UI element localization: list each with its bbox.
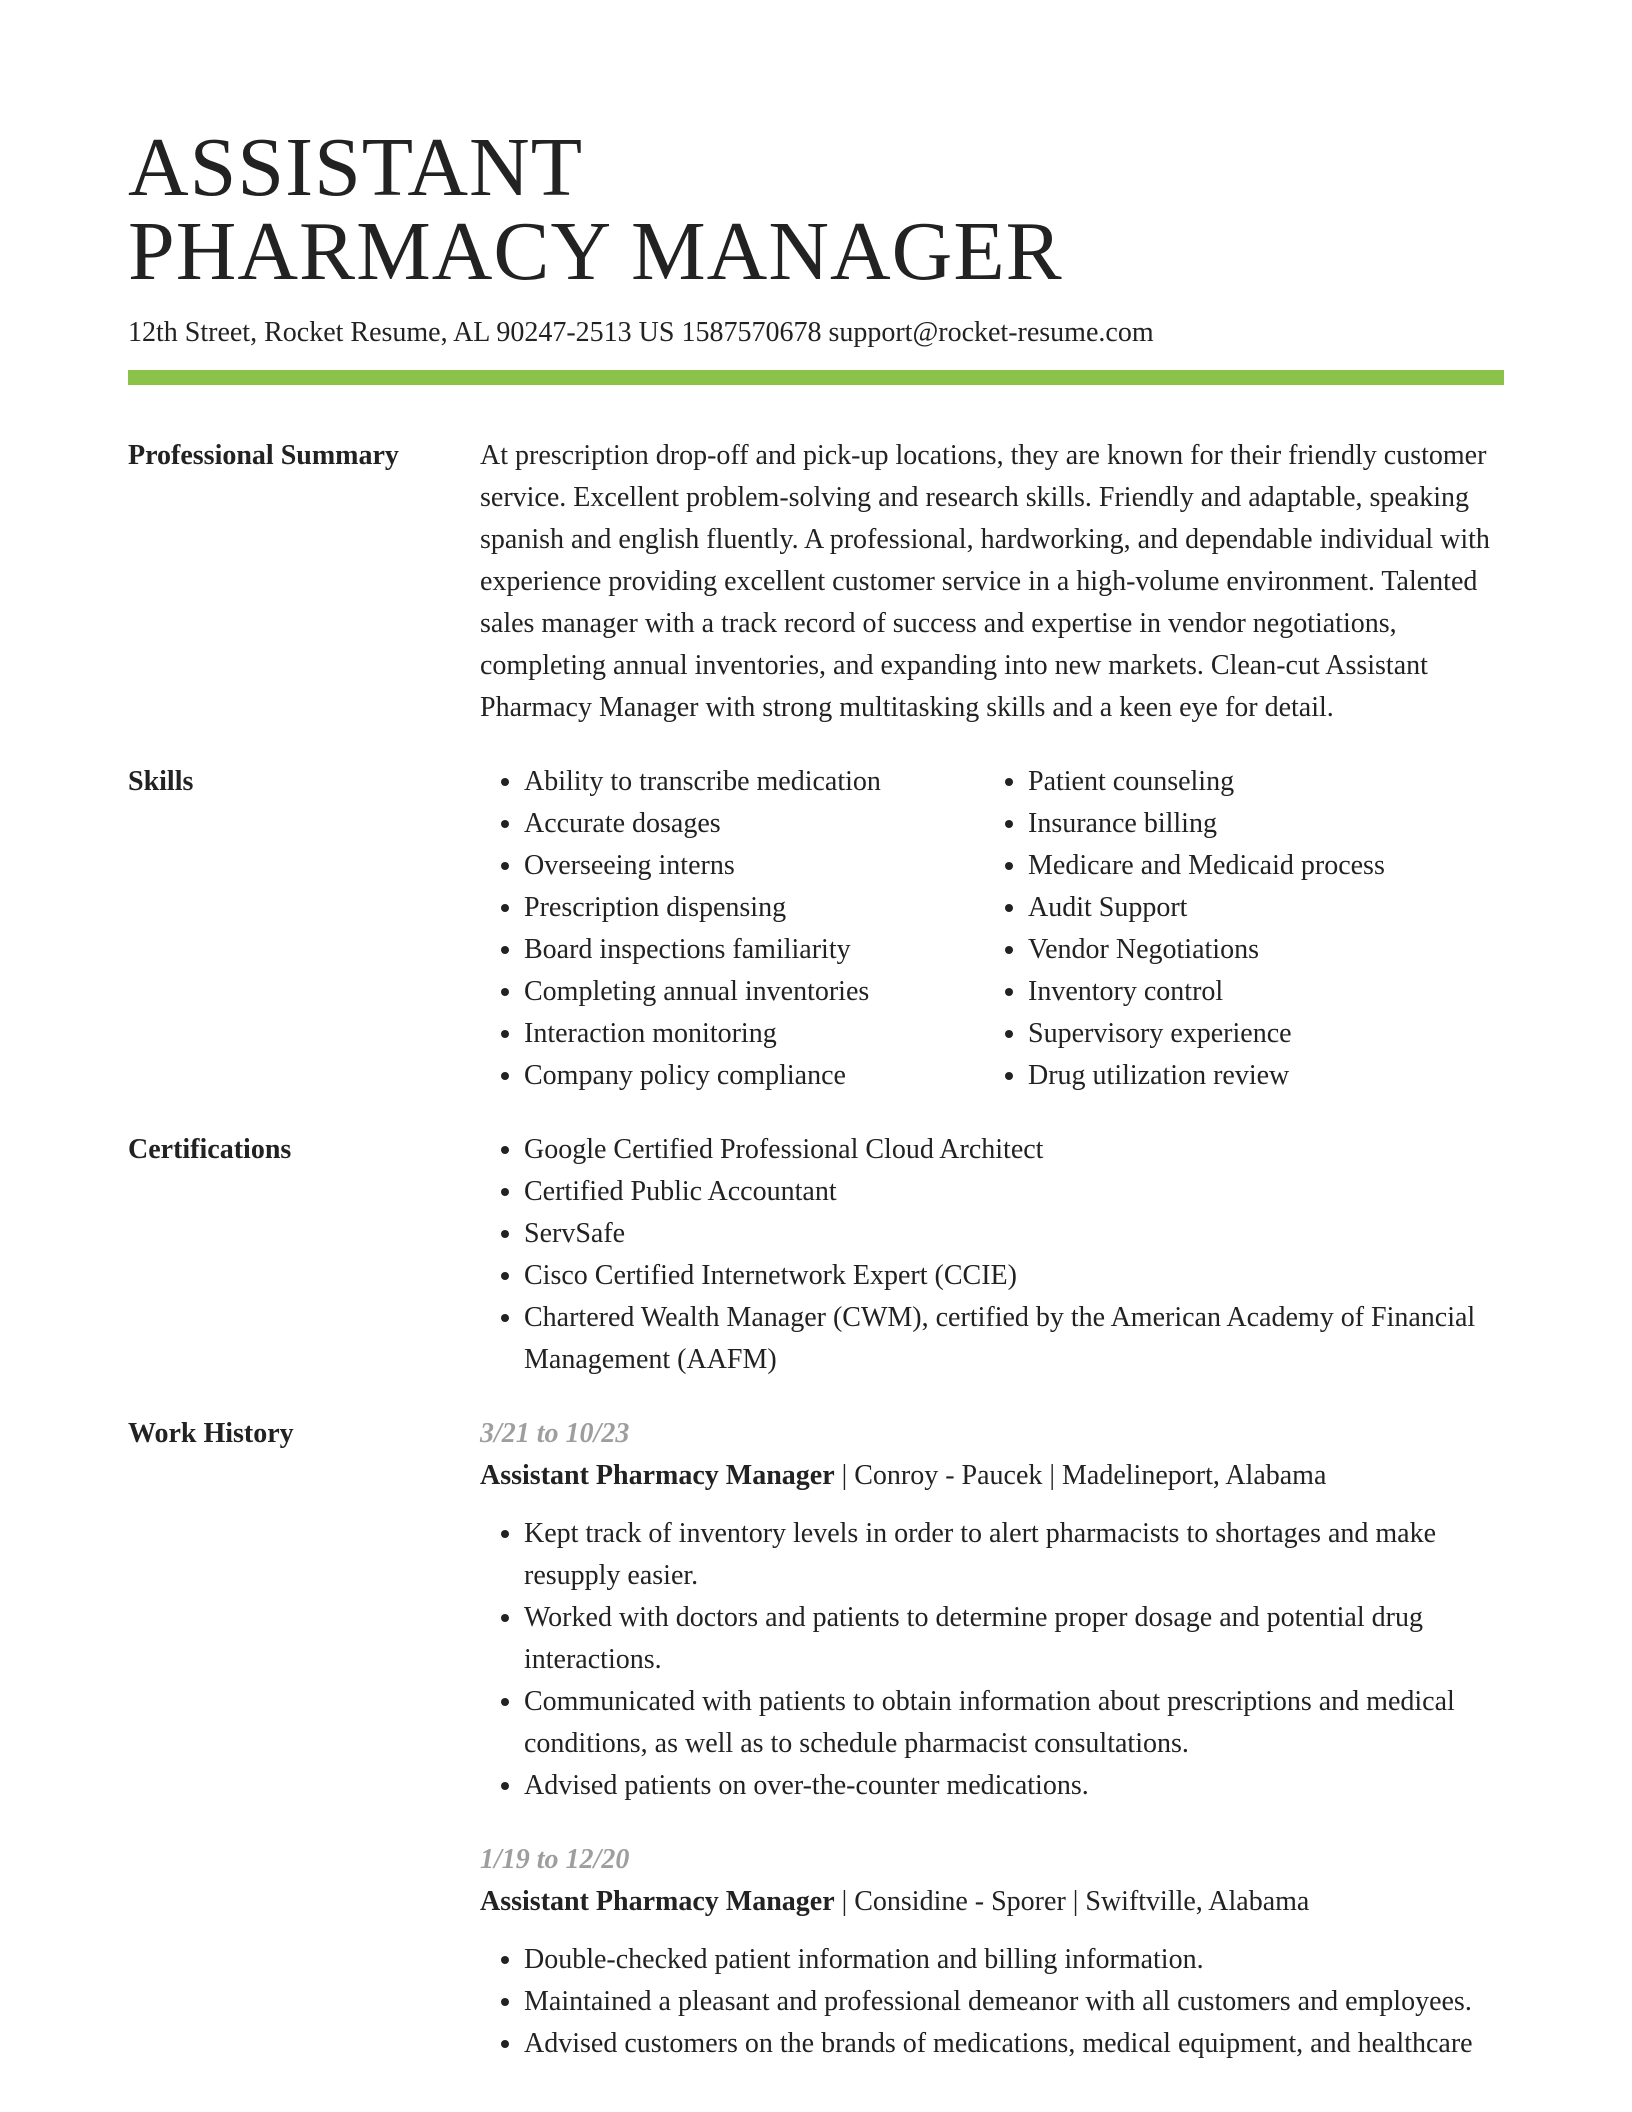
job-bullet: • Kept track of inventory levels in order to alert pharmacists to shortages and make resupply easier. (524, 1513, 1504, 1597)
job-heading (480, 1455, 1504, 1497)
skill-item: • Completing annual inventories (524, 971, 984, 1013)
title-line-2: PHARMACY MANAGER (128, 205, 1063, 298)
skill-item: • Overseeing interns (524, 845, 984, 887)
title-line-1: ASSISTANT (128, 121, 584, 214)
job-bullet: • Advised patients on over-the-counter medications. (524, 1765, 1504, 1807)
skill-item: • Drug utilization review (1028, 1055, 1504, 1097)
contact-info: 12th Street, Rocket Resume, AL 90247-2513 US 1587570678 support@rocket-resume.com (128, 317, 1154, 348)
job-bullet: • Advised customers on the brands of medications, medical equipment, and healthcare (524, 2023, 1504, 2065)
job-title: Assistant Pharmacy Manager (480, 1886, 835, 1917)
job-bullet: • Worked with doctors and patients to determine proper dosage and potential drug interactions. (524, 1597, 1504, 1681)
skill-item: • Medicare and Medicaid process (1028, 845, 1504, 887)
job-dates: 3/21 to 10/23 (480, 1418, 630, 1449)
section-certifications (128, 1129, 1504, 1381)
job-bullet: • Communicated with patients to obtain information about prescriptions and medical conditions, as well as to schedule pharmacist consultations. (524, 1681, 1504, 1765)
section-skills (128, 761, 1504, 1097)
work-history-body (480, 1413, 1504, 2065)
skill-item: • Audit Support (1028, 887, 1504, 929)
job-details: | Considine - Sporer | Swiftville, Alabama (834, 1886, 1310, 1917)
skill-item: • Vendor Negotiations (1028, 929, 1504, 971)
job-bullets (480, 1513, 1504, 1807)
summary-text: At prescription drop-off and pick-up locations, they are known for their friendly customer service. Excellent problem-solving and research skills. Friendly and adaptable, speaking spanish and english fluently. A professional, hardworking, and dependable individual with experience providing excellent customer service in a high-volume environment. Talented sales manager with a track record of success and expertise in vendor negotiations, completing annual inventories, and expanding into new markets. Clean-cut Assistant Pharmacy Manager with strong multitasking skills and a keen eye for detail. (480, 440, 1490, 723)
certification-item: • Cisco Certified Internetwork Expert (CCIE) (524, 1255, 1504, 1297)
skills-list-left (480, 761, 984, 1097)
certification-item: • Google Certified Professional Cloud Architect (524, 1129, 1504, 1171)
skill-item: • Company policy compliance (524, 1055, 984, 1097)
job-entry (480, 1413, 1504, 1807)
job-title: Assistant Pharmacy Manager (480, 1460, 835, 1491)
section-label: Work History (128, 1418, 294, 1449)
job-bullets (480, 1939, 1504, 2065)
certifications-body (480, 1129, 1504, 1381)
skill-item: • Inventory control (1028, 971, 1504, 1013)
skill-item: • Ability to transcribe medication (524, 761, 984, 803)
job-bullet: • Maintained a pleasant and professional demeanor with all customers and employees. (524, 1981, 1504, 2023)
skill-item: • Supervisory experience (1028, 1013, 1504, 1055)
skills-columns (480, 761, 1504, 1097)
section-professional-summary (128, 435, 1504, 729)
section-label: Skills (128, 766, 194, 797)
skills-list-right (984, 761, 1504, 1097)
job-details: | Conroy - Paucek | Madelineport, Alabama (834, 1460, 1327, 1491)
certification-item: • Chartered Wealth Manager (CWM), certified by the American Academy of Financial Management (AAFM) (524, 1297, 1504, 1381)
resume-page (128, 0, 1504, 2065)
skill-item: • Insurance billing (1028, 803, 1504, 845)
resume-title (128, 0, 1504, 298)
section-label: Certifications (128, 1134, 292, 1165)
job-dates: 1/19 to 12/20 (480, 1844, 630, 1875)
skill-item: • Prescription dispensing (524, 887, 984, 929)
section-label: Professional Summary (128, 440, 399, 471)
job-entry (480, 1839, 1504, 2065)
certification-item: • Certified Public Accountant (524, 1171, 1504, 1213)
skill-item: • Accurate dosages (524, 803, 984, 845)
section-work-history (128, 1413, 1504, 2065)
skill-item: • Interaction monitoring (524, 1013, 984, 1055)
skill-item: • Patient counseling (1028, 761, 1504, 803)
skill-item: • Board inspections familiarity (524, 929, 984, 971)
job-bullet: • Double-checked patient information and billing information. (524, 1939, 1504, 1981)
certification-item: • ServSafe (524, 1213, 1504, 1255)
job-heading (480, 1881, 1504, 1923)
certifications-list (480, 1129, 1504, 1381)
accent-divider (128, 370, 1504, 385)
